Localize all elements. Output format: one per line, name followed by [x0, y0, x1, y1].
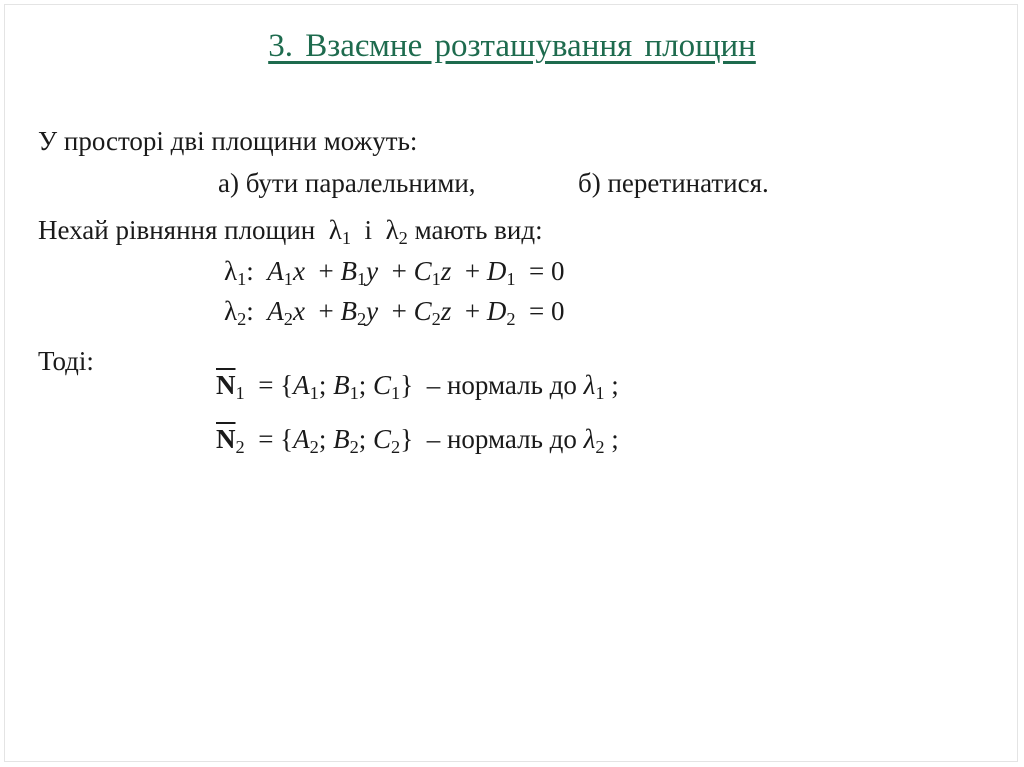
equations-intro: Нехай рівняння площин $\lambda_1$ і $\lambda_2$ мають вид:: [38, 215, 543, 249]
equations-intro-text: Нехай рівняння площин: [38, 215, 316, 245]
plane-equation-2: $\lambda_2$: $A_2x + B_2y + C_2z + D_2 = 0$: [224, 296, 565, 330]
equations-intro-tail: мають вид:: [414, 215, 543, 245]
lambda-symbol: λ: [385, 215, 399, 245]
normal-vector-2: $\overline{N}_2 = \{A_2$; $B_2$; $C_2$} – нормаль до $\lambda_2$ ;: [216, 424, 619, 458]
intro-line: У просторі дві площини можуть:: [38, 126, 418, 156]
option-a: а) бути паралельними,: [218, 168, 476, 198]
and-word: і: [364, 215, 373, 245]
plane-equation-1: $\lambda_1$: $A_1x + B_1y + C_1z + D_1 = 0$: [224, 256, 565, 290]
slide-title: 3. Взаємне розташування площин: [268, 28, 756, 64]
option-b: б) перетинатися.: [578, 168, 769, 198]
lambda-symbol: λ: [328, 215, 342, 245]
then-label: Тоді:: [38, 346, 94, 376]
normal-vector-1: $\overline{N}_1 = \{A_1$; $B_1$; $C_1$} – нормаль до $\lambda_1$ ;: [216, 370, 619, 404]
